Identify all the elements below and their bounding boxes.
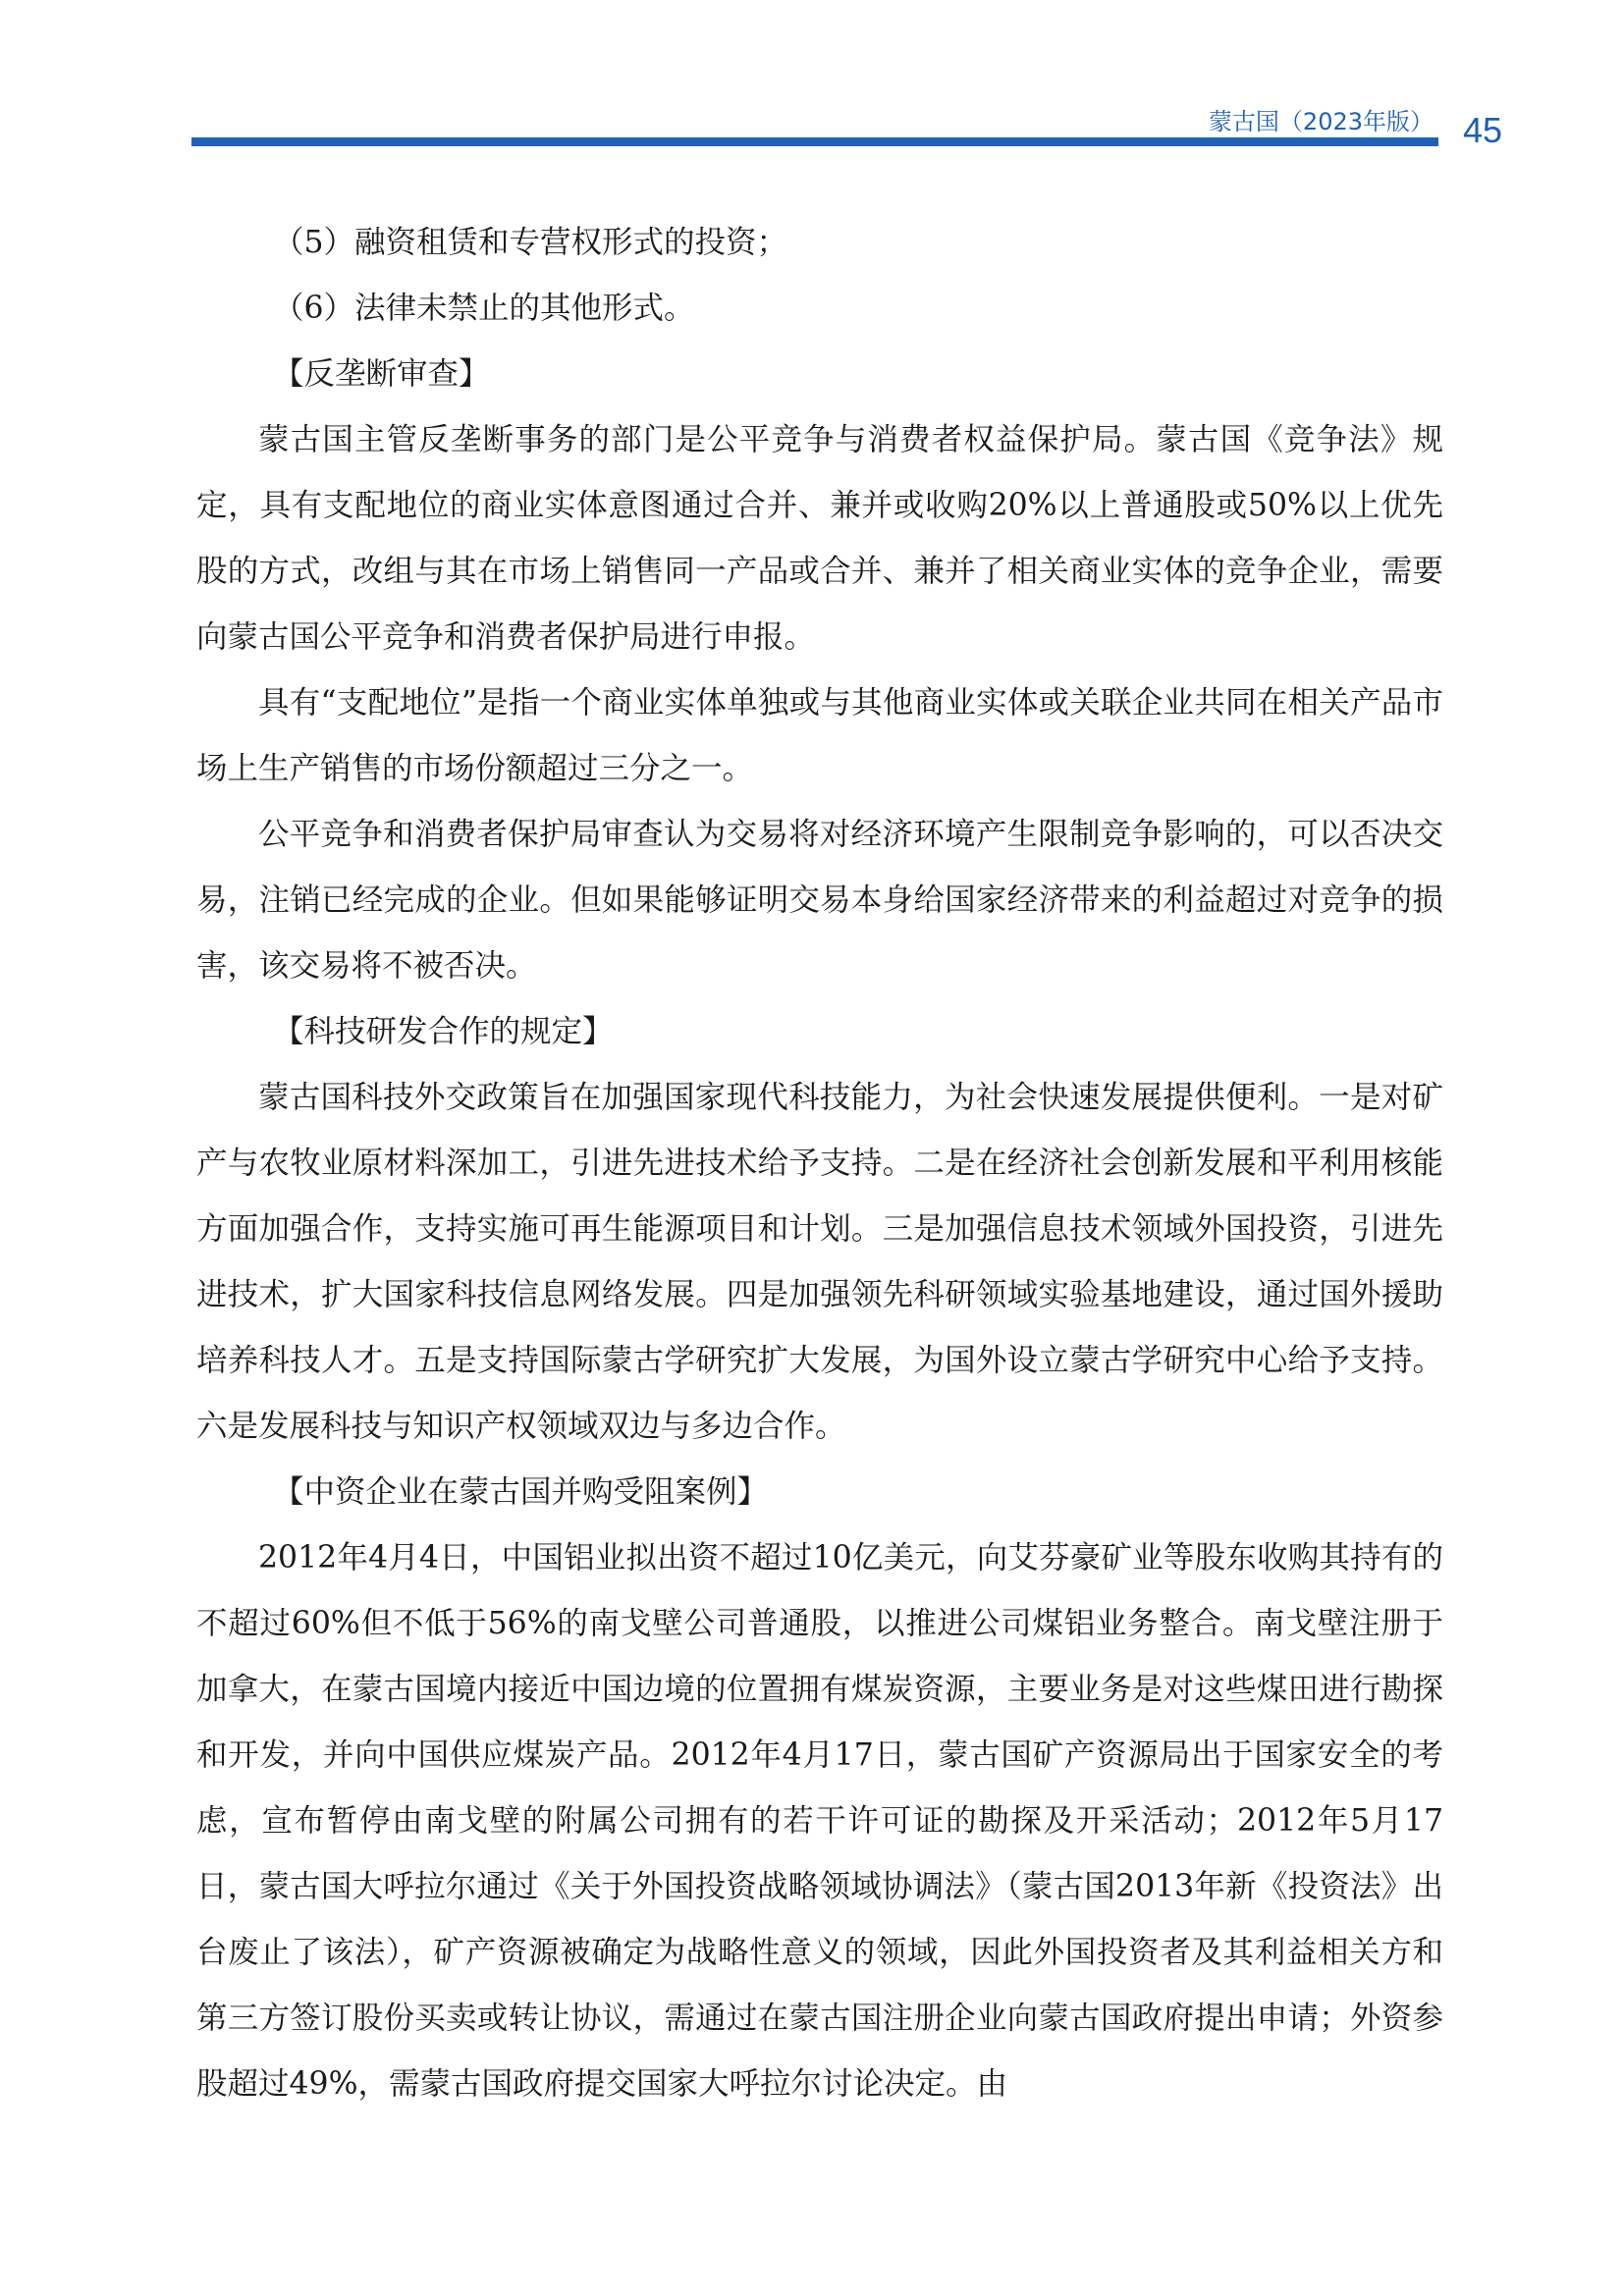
paragraph: 蒙古国主管反垄断事务的部门是公平竞争与消费者权益保护局。蒙古国《竞争法》规定，具有支配地位的商业实体意图通过合并、兼并或收购20%以上普通股或50%以上优先股的方式，改组与其在市场上销售同一产品或合并、兼并了相关商业实体的竞争企业，需要向蒙古国公平竞争和消费者保护局进行申报。	[196, 422, 1443, 655]
paragraph: 2012年4月4日，中国铝业拟出资不超过10亿美元，向艾芬豪矿业等股东收购其持有的不超过60%但不低于56%的南戈壁公司普通股，以推进公司煤铝业务整合。南戈壁注册于加拿大，在蒙古国境内接近中国边境的位置拥有煤炭资源，主要业务是对这些煤田进行勘探和开发，并向中国供应煤炭产品。2012年4月17日，蒙古国矿产资源局出于国家安全的考虑，宣布暂停由南戈壁的附属公司拥有的若干许可证的勘探及开采活动；2012年5月17日，蒙古国大呼拉尔通过《关于外国投资战略领域协调法》（蒙古国2013年新《投资法》出台废止了该法），矿产资源被确定为战略性意义的领域，因此外国投资者及其利益相关方和第三方签订股份买卖或转让协议，需通过在蒙古国注册企业向蒙古国政府提出申请；外资参股超过49%，需蒙古国政府提交国家大呼拉尔讨论决定。由	[196, 1540, 1443, 2102]
section-heading-rnd: 【科技研发合作的规定】	[273, 1014, 614, 1049]
list-item-5: （5）融资租赁和专营权形式的投资；	[273, 225, 788, 260]
header-rule	[191, 137, 1438, 146]
paragraph: 公平竞争和消费者保护局审查认为交易将对经济环境产生限制竞争影响的，可以否决交易，注销已经完成的企业。但如果能够证明交易本身给国家经济带来的利益超过对竞争的损害，该交易将不被否决。	[196, 817, 1443, 984]
paragraph: 具有“支配地位”是指一个商业实体单独或与其他商业实体或关联企业共同在相关产品市场上生产销售的市场份额超过三分之一。	[196, 685, 1443, 786]
running-header-title: 蒙古国（2023年版）	[1208, 108, 1434, 135]
section-heading-case: 【中资企业在蒙古国并购受阻案例】	[273, 1474, 769, 1510]
list-item-6: （6）法律未禁止的其他形式。	[273, 291, 695, 326]
page-number: 45	[1463, 110, 1503, 150]
section-heading-antitrust: 【反垄断审查】	[273, 356, 490, 392]
paragraph: 蒙古国科技外交政策旨在加强国家现代科技能力，为社会快速发展提供便利。一是对矿产与农牧业原材料深加工，引进先进技术给予支持。二是在经济社会创新发展和平利用核能方面加强合作，支持实施可再生能源项目和计划。三是加强信息技术领域外国投资，引进先进技术，扩大国家科技信息网络发展。四是加强领先科研领域实验基地建设，通过国外援助培养科技人才。五是支持国际蒙古学研究扩大发展，为国外设立蒙古学研究中心给予支持。六是发展科技与知识产权领域双边与多边合作。	[196, 1080, 1443, 1444]
body-text	[196, 210, 1443, 2117]
